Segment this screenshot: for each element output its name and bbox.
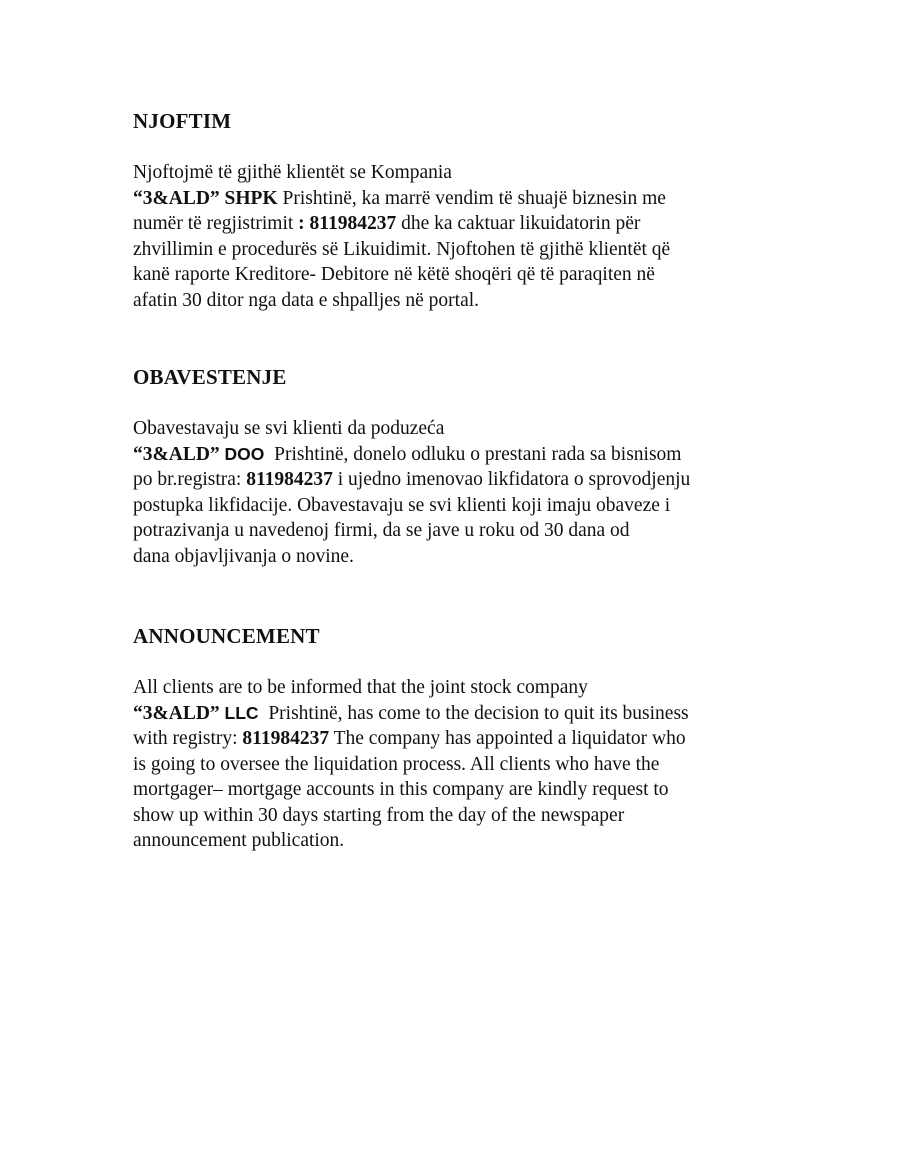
company-name: “3&ALD” (133, 187, 220, 209)
heading-njoftim: NJOFTIM (133, 109, 232, 133)
paragraph-english (133, 675, 833, 854)
text-segment: Njoftojmë të gjithë klientët se Kompania (133, 162, 452, 183)
text-segment: Prishtinë, donelo odluku o prestani rada sa bisnisom (264, 443, 682, 465)
text-line (133, 493, 833, 519)
text-segment: All clients are to be informed that the joint stock company (133, 677, 588, 698)
text-line (133, 726, 833, 752)
text-line (133, 803, 833, 829)
text-line (133, 828, 833, 854)
text-line (133, 518, 833, 544)
paragraph-albanian (133, 160, 833, 313)
text-segment: Prishtinë, has come to the decision to quit its business (258, 702, 689, 724)
company-type: DOO (224, 443, 265, 464)
text-line (133, 262, 833, 288)
text-segment: potrazivanja u navedenoj firmi, da se jave u roku od 30 dana od (133, 520, 630, 541)
text-line (133, 186, 833, 212)
text-segment: kanë raporte Kreditore- Debitore në këtë shoqëri që të paraqiten në (133, 264, 655, 285)
text-line (133, 160, 833, 186)
text-line (133, 544, 833, 570)
registration-number: 811984237 (242, 728, 330, 749)
heading-obavestenje: OBAVESTENJE (133, 365, 287, 389)
text-segment: numër të regjistrimit (133, 213, 299, 234)
text-line (133, 211, 833, 237)
text-line (133, 752, 833, 778)
text-segment: Obavestavaju se svi klienti da poduzeća (133, 418, 445, 439)
text-segment: postupka likfidacije. Obavestavaju se svi klienti koji imaju obaveze i (133, 494, 671, 516)
section-albanian (133, 108, 833, 313)
text-line (133, 442, 833, 468)
text-segment: The company has appointed a liquidator who (329, 728, 686, 749)
paragraph-serbian (133, 416, 833, 569)
company-name: “3&ALD” (133, 443, 220, 465)
registration-number: 811984237 (246, 469, 333, 490)
text-line (133, 675, 833, 701)
company-name: “3&ALD” (133, 702, 220, 724)
text-segment: po br.registra: (133, 469, 247, 490)
section-english (133, 623, 833, 854)
text-segment: dana objavljivanja o novine. (133, 545, 354, 567)
text-line (133, 467, 833, 493)
text-segment: dhe ka caktuar likuidatorin për (396, 213, 641, 234)
text-segment: announcement publication. (133, 830, 345, 851)
text-line (133, 288, 833, 314)
text-segment: afatin 30 ditor nga data e shpalljes në portal. (133, 289, 480, 311)
text-segment: i ujedno imenovao likfidatora o sprovodjenju (332, 469, 691, 490)
text-line (133, 237, 833, 263)
text-segment: is going to oversee the liquidation process. All clients who have the (133, 753, 660, 775)
text-segment: Prishtinë, ka marrë vendim të shuajë biznesin me (277, 187, 666, 209)
heading-announcement: ANNOUNCEMENT (133, 624, 320, 648)
text-line (133, 701, 833, 727)
text-segment: mortgager– mortgage accounts in this company are kindly request to (133, 779, 669, 800)
company-type: LLC (224, 702, 259, 723)
text-segment: with registry: (133, 728, 243, 749)
company-type: SHPK (224, 187, 278, 209)
text-segment: zhvillimin e procedurës së Likuidimit. Njoftohen të gjithë klientët që (133, 238, 671, 260)
section-serbian (133, 364, 833, 569)
text-segment: show up within 30 days starting from the day of the newspaper (133, 804, 625, 826)
text-line (133, 416, 833, 442)
text-line (133, 777, 833, 803)
registration-number: : 811984237 (298, 213, 397, 234)
